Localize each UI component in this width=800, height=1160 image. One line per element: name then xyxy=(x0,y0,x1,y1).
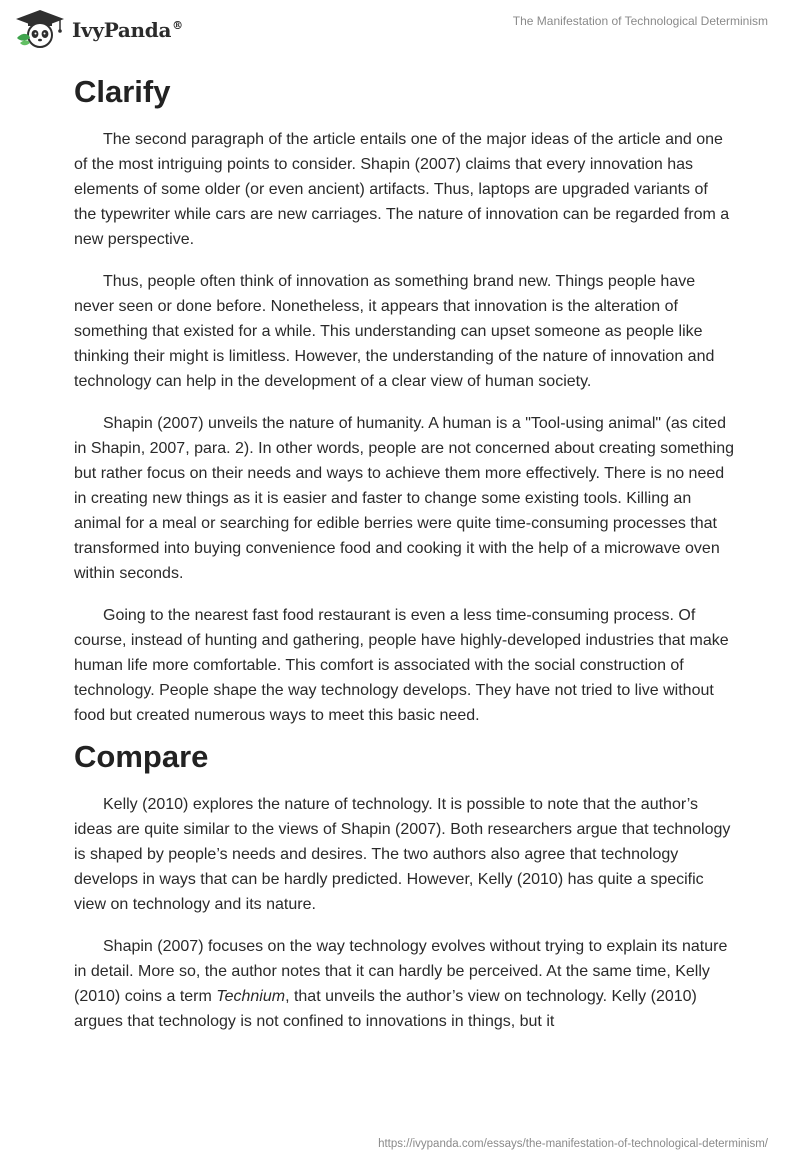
paragraph: Thus, people often think of innovation as something brand new. Things people have never seen or done before. Nonetheless, it appears that innovation is the alteration of something that existed for a while. This understanding can upset someone as people like thinking their might is limitless. However, the understanding of the nature of innovation and technology can help in the development of a clear view of human society. xyxy=(74,273,715,390)
paragraph: The second paragraph of the article entails one of the major ideas of the article and one of the most intriguing points to consider. Shapin (2007) claims that every innovation has elements of some older (or even ancient) artifacts. Thus, laptops are upgraded variants of the typewriter while cars are new carriages. The nature of innovation can be regarded from a new perspective. xyxy=(74,131,730,248)
panda-graduate-icon xyxy=(14,8,66,50)
paragraph: Shapin (2007) unveils the nature of humanity. A human is a "Tool-using animal" (as cited in Shapin, 2007, para. 2). In other words, people are not concerned about creating something but rather focus on their needs and ways to achieve them more effectively. There is no need in creating new things as it is easier and faster to change some existing tools. Killing an animal for a meal or searching for edible berries were quite time-consuming processes that transformed into buying convenience food and cooking it with the help of a microwave oven within seconds. xyxy=(74,415,734,582)
paragraph-text: , that unveils the author’s view on technology. Kelly (2010) argues that technology is not confined to innovations in things, but it xyxy=(74,988,697,1030)
essay-body xyxy=(74,70,734,1034)
paragraph-text: Shapin (2007) focuses on the way technology evolves without trying to explain its nature in detail. More so, the author notes that it can hardly be perceived. At the same time, Kelly (2010) coins a term xyxy=(74,938,728,1005)
brand-logo[interactable] xyxy=(14,8,183,50)
section-clarify xyxy=(74,70,734,728)
italic-term: Technium xyxy=(216,988,286,1005)
section-compare xyxy=(74,735,734,1034)
brand-name: IvyPanda® xyxy=(72,18,183,42)
page-header xyxy=(0,0,800,60)
document-title: The Manifestation of Technological Determinism xyxy=(512,14,768,28)
paragraph xyxy=(74,934,734,1034)
registered-mark: ® xyxy=(172,19,183,33)
source-url[interactable]: https://ivypanda.com/essays/the-manifestation-of-technological-determinism/ xyxy=(378,1138,768,1150)
paragraph: Kelly (2010) explores the nature of technology. It is possible to note that the author’s ideas are quite similar to the views of Shapin (2007). Both researchers argue that technology is shaped by people’s needs and desires. The two authors also agree that technology develops in ways that can be hardly predicted. However, Kelly (2010) has quite a specific view on technology and its nature. xyxy=(74,796,731,913)
section-heading: Compare xyxy=(74,739,209,774)
paragraph: Going to the nearest fast food restaurant is even a less time-consuming process. Of course, instead of hunting and gathering, people have highly-developed industries that make human life more comfortable. This comfort is associated with the social construction of technology. People shape the way technology develops. They have not tried to live without food but created numerous ways to meet this basic need. xyxy=(74,607,729,724)
section-heading: Clarify xyxy=(74,74,171,109)
